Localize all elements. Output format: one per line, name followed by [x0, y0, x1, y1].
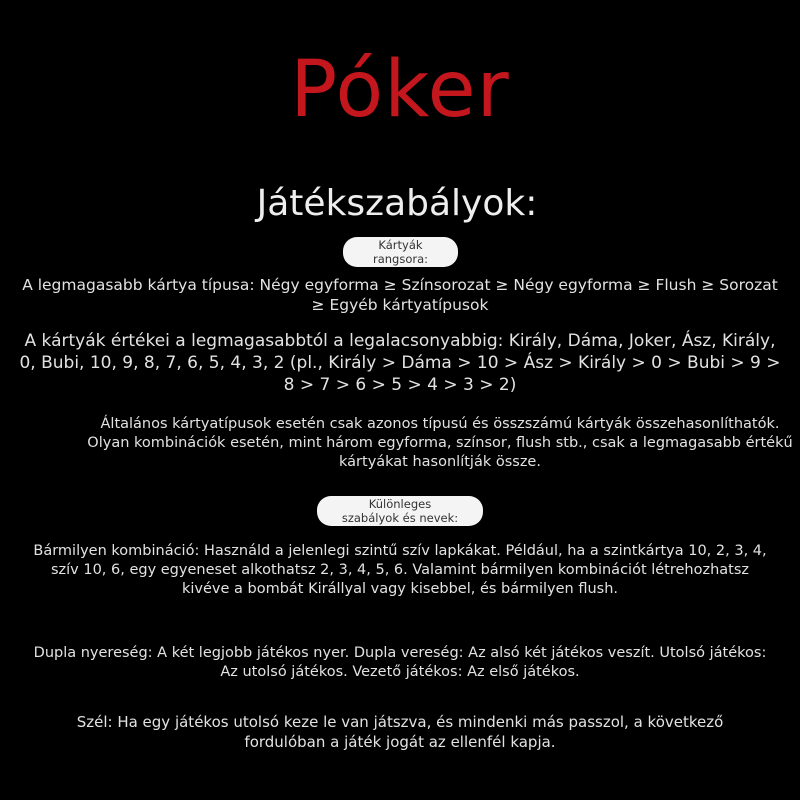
general-rules-text: Általános kártyatípusok esetén csak azonos típusú és összszámú kártyák összehasonlíthatók. Olyan kombinációk esetén, mint három egyforma, színsor, flush stb., csak a legmagasabb értékű kártyákat hasonlítják össze. [87, 416, 793, 470]
card-values-text: A kártyák értékei a legmagasabbtól a legalacsonyabbig: Király, Dáma, Joker, Ász, Király, 0, Bubi, 10, 9, 8, 7, 6, 5, 4, 3, 2 (pl., Király > Dáma > 10 > Ász > Király > 0 > Bubi > 9 > 8 > 7 > 6 > 5 > 4 > 3 > 2) [19, 331, 781, 395]
wind-rule-text: Szél: Ha egy játékos utolsó keze le van játszva, és mindenki más passzol, a következő fordulóban a játék jogát az ellenfél kapja. [76, 713, 724, 751]
card-ranking-pill [343, 237, 458, 267]
special-rules-pill-label: Különleges szabályok és nevek: [341, 497, 459, 525]
ranking-text: A legmagasabb kártya típusa: Négy egyforma ≥ Színsorozat ≥ Négy egyforma ≥ Flush ≥ Sorozat ≥ Egyéb kártyatípusok [22, 276, 778, 314]
rules-heading: Játékszabályok: [256, 183, 538, 224]
double-win-text: Dupla nyereség: A két legjobb játékos nyer. Dupla vereség: Az alsó két játékos veszít. Utolsó játékos: Az utolsó játékos. Vezető játékos: Az első játékos. [33, 645, 767, 680]
special-rules-pill [317, 496, 483, 526]
page-title: Póker [290, 45, 510, 135]
any-combination-text: Bármilyen kombináció: Használd a jelenlegi szintű szív lapkákat. Például, ha a szintkártya 10, 2, 3, 4, szív 10, 6, egy egyeneset alkothatsz 2, 3, 4, 5, 6. Valamint bármilyen kombinációt létrehozhatsz kivéve a bombát Királlyal vagy kisebbel, és bármilyen flush. [33, 543, 767, 597]
card-ranking-pill-label: Kártyák rangsora: [372, 238, 429, 266]
